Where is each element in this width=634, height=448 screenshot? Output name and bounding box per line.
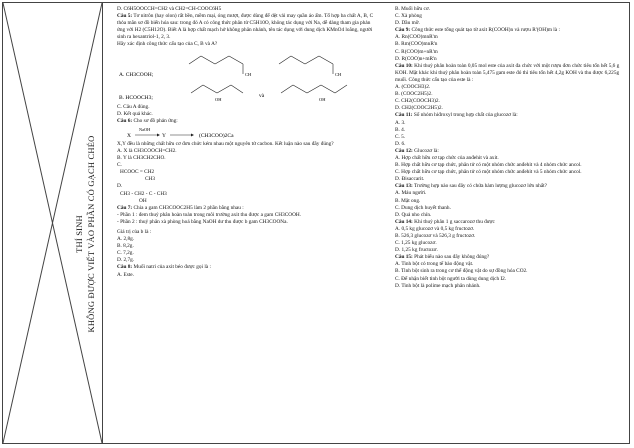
q7-option-c: C. 7,2g.: [117, 250, 134, 257]
q7-option-b: B. 8,2g.: [117, 243, 134, 250]
q10-text: Khi thuỷ phân hoàn toàn 0,05 mol este của axit đa chức với một rượu đơn chức tiêu tốn hết 5,6 g KOH. Mặt khác khi thuỷ phân hoàn toàn 5,475 gam este đó thì tiêu tốn hết 4,2g KOH và thu được 6,225g muối. Công thức cấu tạo của este là :: [395, 62, 620, 83]
q14-option-c: C. 1,25 kg glucozơ.: [395, 240, 437, 247]
svg-text:và: và: [259, 92, 265, 99]
q6-option-d: D.: [117, 183, 123, 190]
q6-reaction-scheme-drawing: [119, 126, 319, 140]
q6-option-b: B. Y là CH3CH2CHO.: [117, 155, 166, 162]
q7-ask: Giá trị của b là :: [117, 228, 152, 235]
question-14: [395, 219, 623, 226]
q6-option-d-molecule: CH3 - CH2 - C - CH3: [120, 190, 167, 197]
q13-text: Trường hợp nào sau đây có chứa hàm lượng glucozơ lớn nhất?: [414, 183, 547, 190]
q6-head: Câu 6:: [117, 117, 133, 124]
q5-option-d: D. Kết quả khác.: [117, 110, 153, 117]
q8-option-c: C. Xà phòng: [395, 13, 422, 20]
q7-option-a: A. 2,8g.: [117, 236, 135, 243]
margin-label-line1: THÍ SINH: [74, 215, 84, 253]
q5-structure-b-label: B. HCOOCH3;: [119, 94, 153, 101]
q13-option-c: C. Dung dịch huyết thanh.: [395, 204, 451, 211]
svg-text:OH: OH: [215, 96, 222, 102]
svg-text:OH: OH: [319, 96, 326, 102]
q6-option-c-molecule: HCOOC = CH2: [120, 169, 155, 176]
q10-option-a: A. (COOCH3)2.: [395, 84, 431, 91]
q9-option-d: D. R(COO)n+mR'n: [395, 55, 437, 62]
q7-part-2: - Phần 2 : thuỷ phân xà phòng hoá bằng NaOH dư thu được b gam CH3COONa.: [117, 218, 288, 225]
left-column: [117, 6, 375, 279]
q14-text: Khi thuỷ phân 1 g saccarozơ thu được: [414, 218, 495, 225]
q11-head: Câu 11:: [395, 112, 413, 119]
q14-option-b: B. 526,3 glucozơ và 526,3 g fructozơ.: [395, 233, 476, 239]
q11-option-b: B. 4.: [395, 126, 406, 133]
q13-option-d: D. Quả nho chín.: [395, 211, 432, 218]
q10-option-c: C. CH2(COOCH3)2.: [395, 98, 440, 105]
q9-option-a: A. Rn(COO)mnR'm: [395, 34, 438, 41]
q15-option-b: B. Tinh bột sinh ra trong cơ thể động vật do sự đồng hóa CO2.: [395, 268, 528, 275]
q7-text: Chia a gam CH3COOC2H5 làm 2 phần bằng nhau :: [133, 204, 244, 211]
q15-head: Câu 15:: [395, 254, 413, 261]
q15-text: Phát biểu nào sau đây không đúng?: [414, 254, 490, 261]
svg-text:CH: CH: [335, 71, 342, 77]
q6-scheme-product: (CH3COO)2Ca: [199, 132, 234, 139]
q6-option-c-substituent: CH3: [145, 176, 156, 183]
q6-scheme-y: Y: [162, 132, 166, 139]
q6-reaction-scheme: [119, 126, 375, 140]
q10-head: Câu 10:: [395, 62, 413, 69]
q13-head: Câu 13:: [395, 183, 413, 190]
q11-option-a: A. 3.: [395, 119, 406, 126]
q5-text: Tơ nitrôn (hay olon) rất bền, mềm mại, óng mượt, được dùng để dệt vải may quần áo ấm. Tổ hợp ba chất A, B, C thỏa mãn sơ đồ biến hóa sau: trong đó A có công thức phân tử C5H10O, không tác dụng với Na, dễ dàng tham gia phản ứng với H2 (C5H12O). Biết A là hợp chất mạch hở không phân nhánh, tên tác dụng với dung dịch KMnO4 loãng, người sinh ra hexantriol-1, 2, 3.: [117, 13, 374, 41]
q6-scheme-reagent: NaOH: [139, 126, 151, 132]
q13-option-b: B. Mật ong.: [395, 197, 421, 204]
q6-text2: X,Y đều là những chất hữu cơ đơn chức kém nhau một nguyên tử cacbon. Kết luận nào sau đây đúng?: [117, 140, 334, 147]
q5-structure-a: [119, 50, 375, 80]
q5-structure-a-label: A. CH3COOH;: [119, 71, 154, 78]
q9-head: Câu 9:: [395, 27, 411, 34]
question-7: [117, 205, 375, 212]
q10-option-b: B. (COOC2H5)2.: [395, 91, 433, 98]
q12-text: Glucozơ là:: [414, 147, 439, 154]
q12-option-a: A. Hợp chất hữu cơ tạp chức của anđehit và axit.: [395, 154, 499, 161]
q6-option-a: A. X là CH3COOCH=CH2.: [117, 147, 177, 154]
q8-option-a: A. Este.: [117, 271, 134, 278]
q8-option-b: B. Muối hữu cơ.: [395, 6, 430, 12]
q15-option-d: D. Tinh bột là polime mạch phân nhánh.: [395, 282, 481, 289]
q10-option-d: D. CH2(COOC2H5)2.: [395, 105, 443, 112]
q7-option-d: D. 2,7g.: [117, 257, 135, 264]
q5-option-c: C. Câu A đúng.: [117, 103, 150, 110]
q15-option-c: C. Để nhận biết tinh bột người ta dùng dung dịch I2.: [395, 275, 507, 282]
question-5: [117, 13, 375, 41]
q11-text: Số nhóm hiđroxyl trong hợp chất của glucozơ là:: [413, 112, 518, 119]
question-10: [395, 63, 623, 84]
q6-text: Cho sơ đồ phản ứng:: [133, 117, 178, 124]
question-11: [395, 112, 623, 119]
q9-option-c: C. R(COO)m+nR'm: [395, 48, 438, 55]
q12-head: Câu 12:: [395, 147, 413, 154]
q6-option-c: C.: [117, 162, 122, 169]
right-column: [395, 6, 623, 290]
q9-option-b: B. Rm(COO)mnR'n: [395, 41, 438, 48]
q12-option-b: B. Hợp chất hữu cơ tạp chức, phân tử có một nhóm chức anđehit và 4 nhóm chức ancol.: [395, 162, 582, 169]
q12-option-c: C. Hợp chất hữu cơ tạp chức, phân tử có một nhóm chức anđehit và 5 nhóm chức ancol.: [395, 169, 582, 176]
q8-option-d: D. Dầu mỡ.: [395, 20, 420, 27]
q14-option-a: A. 0,5 kg glucozơ và 0,5 kg fructozơ.: [395, 225, 475, 232]
q6-scheme-x: X: [127, 132, 131, 139]
q4-option-d: D. C6H5OOCCH=CH2 và CH2=CH-COOC6H5: [117, 6, 222, 12]
question-6: [117, 118, 375, 125]
q5-structure-a-drawing: [119, 50, 369, 80]
q12-option-d: D. Đisaccarit.: [395, 176, 425, 183]
q8-text: Muối natri của axit béo được gọi là :: [133, 264, 211, 271]
q11-option-c: C. 5.: [395, 133, 406, 140]
q15-option-a: A. Tinh bột có trong tế bào động vật.: [395, 261, 474, 268]
q5-structure-b-drawing: [119, 81, 369, 103]
q7-part-1: - Phần 1 : đem thuỷ phân hoàn toàn trong môi trường axit thu được a gam CH3COOH.: [117, 211, 302, 218]
q9-text: Công thức este tổng quát tạo từ axit R(COOH)n và rượu R'(OH)m là :: [411, 27, 560, 34]
q5-ask: Hãy xác định công thức cấu tạo của C, B và A?: [117, 41, 218, 48]
q7-head: Câu 7:: [117, 204, 133, 211]
question-12: [395, 148, 623, 155]
question-13: [395, 183, 623, 190]
q8-head: Câu 8:: [117, 264, 133, 271]
q14-option-d: D. 1,25 kg fructozơ.: [395, 247, 438, 254]
q6-option-d-substituent: OH: [139, 197, 147, 204]
q14-head: Câu 14:: [395, 218, 413, 225]
q13-option-a: A. Máu người.: [395, 190, 427, 197]
question-8: [117, 264, 375, 271]
q5-head: Câu 5:: [117, 13, 133, 20]
margin-label-line2: KHÔNG ĐƯỢC VIẾT VÀO PHẦN CÓ GẠCH CHÉO: [86, 135, 96, 333]
q11-option-d: D. 6.: [395, 140, 406, 147]
svg-text:CH: CH: [245, 71, 252, 77]
q5-structure-b: [119, 81, 375, 103]
